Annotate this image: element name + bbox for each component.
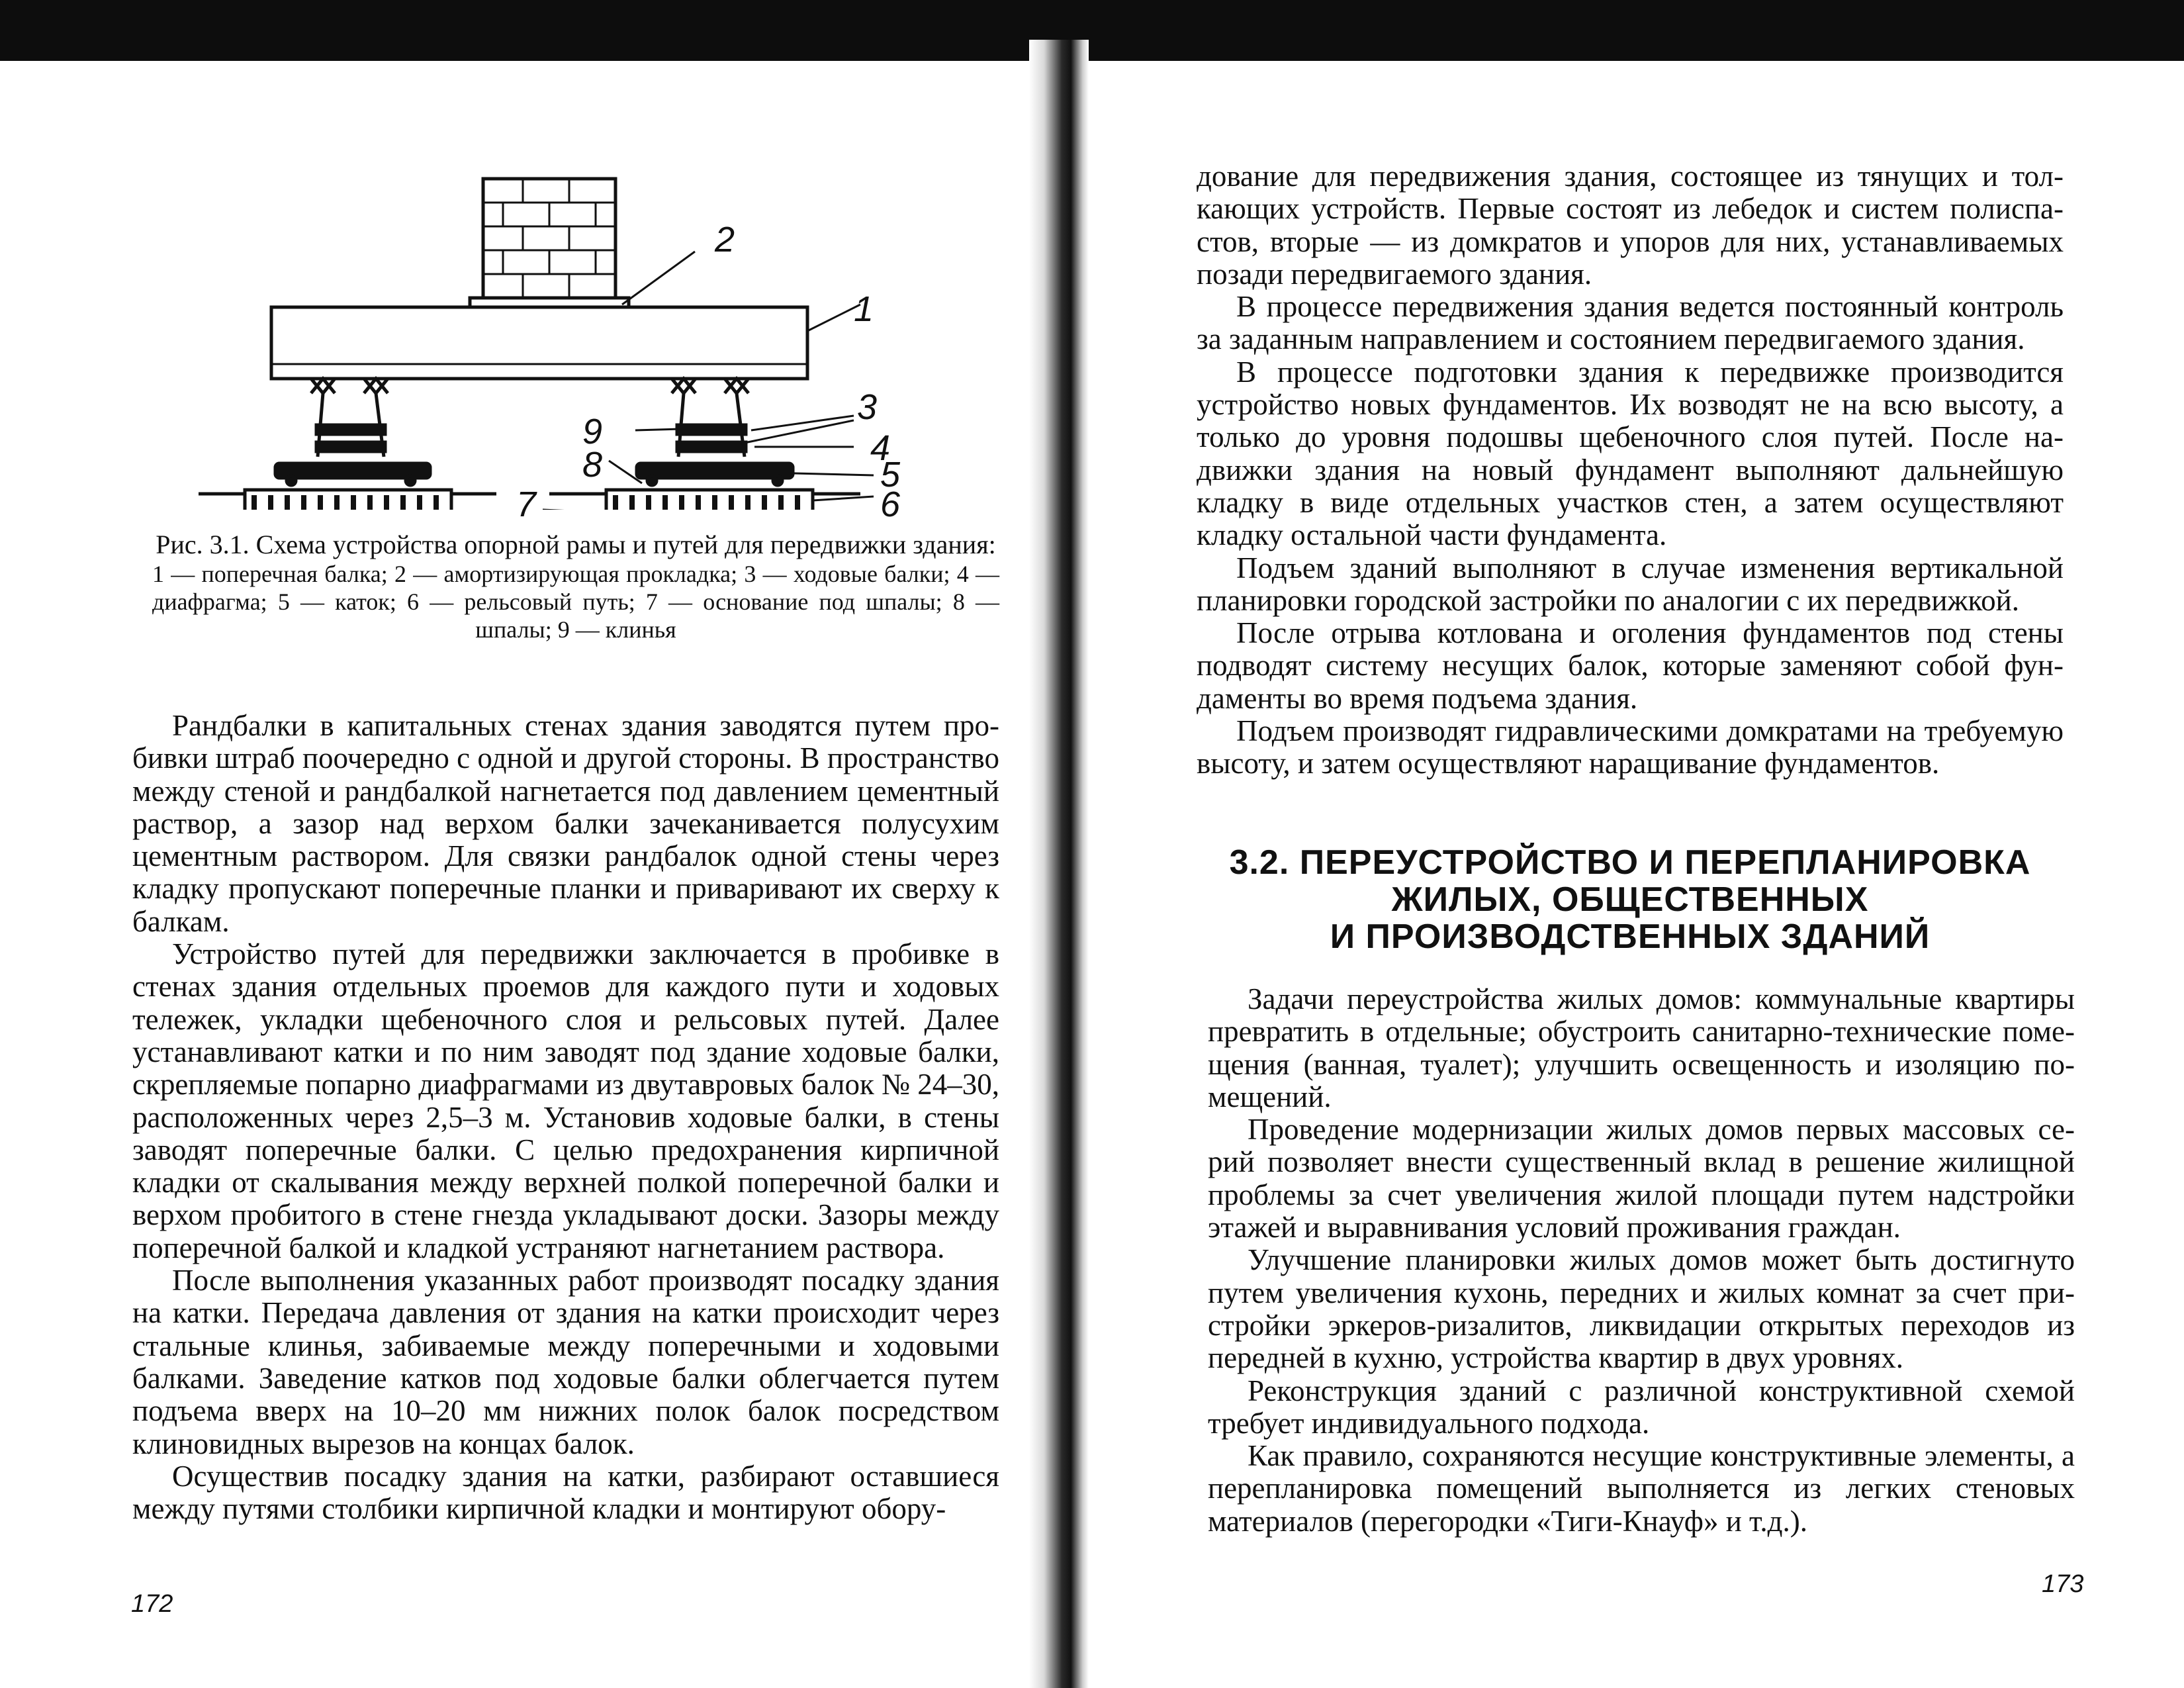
page-number-right: 173 bbox=[2042, 1570, 2084, 1598]
figure-label-8: 8 bbox=[582, 445, 603, 485]
section-heading-line: ЖИЛЫХ, ОБЩЕСТВЕННЫХ bbox=[1391, 880, 1869, 919]
figure-caption bbox=[152, 530, 999, 643]
right-page-body-top bbox=[1197, 160, 2064, 780]
paragraph: Задачи переустройства жилых домов: коммунальные квартиры превратить в отдельные; обустроить санитарно-технические помещения (ванная, туалет); улучшить освещенность и изоляцию помещений. bbox=[1208, 982, 2075, 1113]
figure-label-1: 1 bbox=[854, 289, 874, 329]
book-spine bbox=[1029, 40, 1089, 1688]
brick-wall bbox=[483, 179, 615, 298]
right-page-body-bottom bbox=[1208, 983, 2075, 1538]
cross-beam bbox=[271, 307, 807, 379]
paragraph: Как правило, сохраняются несущие конструктивные элементы, а перепланировка помещений выполняется из легких стеновых материалов (перегородки «Тиги-Кнауф» и т.д.). bbox=[1208, 1439, 2075, 1538]
paragraph: Реконструкция зданий с различной конструктивной схемой требует индивидуального подхода. bbox=[1208, 1374, 2075, 1440]
figure-label-5: 5 bbox=[880, 455, 901, 494]
figure-caption-title: Рис. 3.1. Схема устройства опорной рамы и путей для передвижки здания: bbox=[156, 530, 996, 559]
paragraph: В процессе передвижения здания ведется постоянный контроль за заданным направлением и состоянием передвигаемого здания. bbox=[1197, 290, 2064, 356]
figure-label-2: 2 bbox=[715, 220, 735, 259]
paragraph: Устройство путей для передвижки заключается в пробивке в стенах здания отдельных проемов для каждого пути и ходовых тележек, укладки щебеночного слоя и рельсовых путей. Далее устанавливают катки и по ним заводят под здание ходовые балки, скрепляемые попарно диафрагмами из двутавровых балок № 24–30, расположенных через 2,5–3 м. Установив ходовые балки, в стены заводят поперечные балки. С целью предохранения кирпичной кладки от скалывания между верхней полкой поперечной балки и верхом пробитого в стене гнезда укладывают доски. Зазоры между поперечной балкой и кладкой устраняют нагнетанием раствора. bbox=[132, 937, 999, 1264]
figure-caption-legend: 1 — поперечная балка; 2 — амортизирующая прокладка; 3 — ходовые балки; 4 — диафрагма; 5 — каток; 6 — рельсовый путь; 7 — основание под шпалы; 8 — шпалы; 9 — клинья bbox=[152, 561, 999, 643]
paragraph: Осуществив посадку здания на катки, разбирают оставшиеся между путями столбики кирпичной кладки и монтируют обору- bbox=[132, 1459, 999, 1526]
figure-label-6: 6 bbox=[880, 485, 901, 524]
paragraph: Улучшение планировки жилых домов может быть достигнуто путем увеличения кухонь, передних и жилых комнат за счет пристройки эркеров-ризалитов, ликвидации открытых переходов из передней в кухню, устройства квартир в двух уровнях. bbox=[1208, 1243, 2075, 1375]
right-support bbox=[606, 379, 813, 510]
paragraph: Подъем зданий выполняют в случае изменения вертикальной планировки городской застройки по аналогии с их передвижкой. bbox=[1197, 551, 2064, 617]
paragraph: дование для передвижения здания, состоящее из тянущих и толкающих устройств. Первые состоят из лебедок и систем полиспастов, вторые — из домкратов и упоров для них, устанавливаемых позади передвигаемого здания. bbox=[1197, 160, 2064, 291]
page-number-left: 172 bbox=[131, 1590, 173, 1618]
section-heading bbox=[1197, 844, 2064, 955]
paragraph: После отрыва котлована и оголения фундаментов под стены подводят систему несущих балок, которые заменяют собой фундаменты во время подъема здания. bbox=[1197, 616, 2064, 715]
paragraph: Рандбалки в капитальных стенах здания заводятся путем пробивки штраб поочередно с одной и другой стороны. В пространство между стеной и рандбалкой нагнетается под давлением цементный раствор, а зазор над верхом балки зачеканивается полусухим цементным раствором. Для связки рандбалок одной стены через кладку пропускают поперечные планки и приваривают их сверху к балкам. bbox=[132, 709, 999, 938]
left-support bbox=[245, 379, 451, 510]
paragraph: В процессе подготовки здания к передвижке производится устройство новых фундаментов. Их возводят не на всю высоту, а только до уровня подошвы щебеночного слоя путей. После надвижки здания на новый фундамент выполняют дальнейшую кладку в виде отдельных участков стен, а затем осуществляют кладку остальной части фундамента. bbox=[1197, 355, 2064, 552]
scan-top-border bbox=[0, 0, 2184, 61]
paragraph: После выполнения указанных работ производят посадку здания на катки. Передача давления от здания на катки происходит через стальные клинья, забиваемые между поперечными и ходовыми балками. Заведение катков под ходовые балки облегчается путем подъема вверх на 10–20 мм нижних полок балок посредством клиновидных вырезов на концах балок. bbox=[132, 1264, 999, 1460]
figure-label-7: 7 bbox=[516, 485, 537, 524]
paragraph: Подъем производят гидравлическими домкратами на требуемую высоту, и затем осуществляют наращивание фундаментов. bbox=[1197, 714, 2064, 780]
figure-label-9: 9 bbox=[582, 412, 603, 451]
paragraph: Проведение модернизации жилых домов первых массовых серий позволяет внести существенный вклад в решение жилищной проблемы за счет увеличения жилой площади путем надстройки этажей и выравнивания условий проживания граждан. bbox=[1208, 1113, 2075, 1244]
section-heading-line: 3.2. ПЕРЕУСТРОЙСТВО И ПЕРЕПЛАНИРОВКА bbox=[1229, 843, 2031, 882]
section-heading-line: И ПРОИЗВОДСТВЕННЫХ ЗДАНИЙ bbox=[1330, 917, 1931, 956]
figure-label-3: 3 bbox=[857, 387, 878, 427]
figure-label-4: 4 bbox=[870, 428, 891, 468]
figure-support-frame-diagram bbox=[159, 113, 1032, 524]
left-page-body bbox=[132, 710, 999, 1525]
